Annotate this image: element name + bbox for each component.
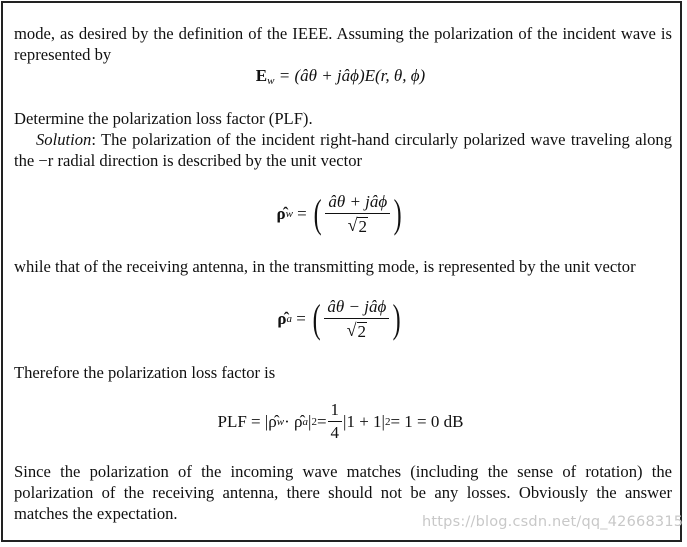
plf-dot: · ρ̂: [284, 411, 303, 431]
paragraph-conclusion: Since the polarization of the incoming wave matches (including the sense of rotation) the polarization of the receiving antenna, there should not be any losses. Obviously the answer matches the expectation.: [14, 462, 672, 523]
paragraph-solution: [14, 129, 672, 171]
rho-a-symbol: ρ̂: [277, 309, 287, 328]
solution-label: Solution: [36, 130, 92, 149]
equation-incident-wave: [0, 66, 681, 87]
rho-a-sqrt-arg: 2: [357, 322, 367, 341]
plf-exponent-2: 2: [384, 415, 391, 428]
plf-sum: |1 + 1|: [343, 411, 385, 431]
paragraph-therefore: Therefore the polarization loss factor is: [14, 363, 276, 382]
equation-rho-a: ρ̂ a = ( âθ − jâϕ √ 2 ): [277, 296, 401, 341]
paragraph-receiving: while that of the receiving antenna, in the transmitting mode, is represented by the unit vector: [14, 257, 636, 276]
rho-w-sqrt-arg: 2: [358, 217, 367, 236]
rho-w-numerator: âθ + jâϕ: [325, 192, 390, 214]
solution-text: : The polarization of the incident right-hand circularly polarized wave traveling along the −r radial direction is described by the unit vector: [14, 130, 672, 170]
ew-symbol: E: [255, 66, 268, 85]
rho-w-subscript: w: [285, 208, 293, 220]
plf-equals: =: [316, 411, 327, 431]
paragraph-intro: mode, as desired by the definition of the IEEE. Assuming the polarization of the incident wave is represented by: [14, 24, 672, 64]
plf-frac-num: 1: [328, 400, 343, 422]
paragraph-question: Determine the polarization loss factor (PLF).: [14, 109, 313, 128]
plf-a-subscript: a: [302, 415, 309, 428]
rho-a-numerator: âθ − jâϕ: [324, 297, 389, 319]
plf-result: = 1 = 0 dB: [390, 411, 464, 431]
plf-lhs: PLF = |ρ̂: [217, 411, 277, 431]
ew-subscript: w: [267, 75, 275, 87]
plf-frac-den: 4: [330, 423, 340, 442]
equation-rho-w: ρ̂ w = ( âθ + jâϕ √ 2 ): [276, 191, 402, 236]
rho-a-subscript: a: [286, 313, 292, 325]
watermark: https://blog.csdn.net/qq_42668315: [422, 514, 684, 530]
plf-w-subscript: w: [276, 415, 285, 428]
rho-w-symbol: ρ̂: [276, 204, 286, 223]
plf-bar: |: [308, 411, 312, 431]
ew-rhs: = (âθ + jâϕ)E(r, θ, ϕ): [274, 66, 426, 85]
equation-plf: [0, 400, 681, 443]
plf-exponent: 2: [311, 415, 317, 428]
